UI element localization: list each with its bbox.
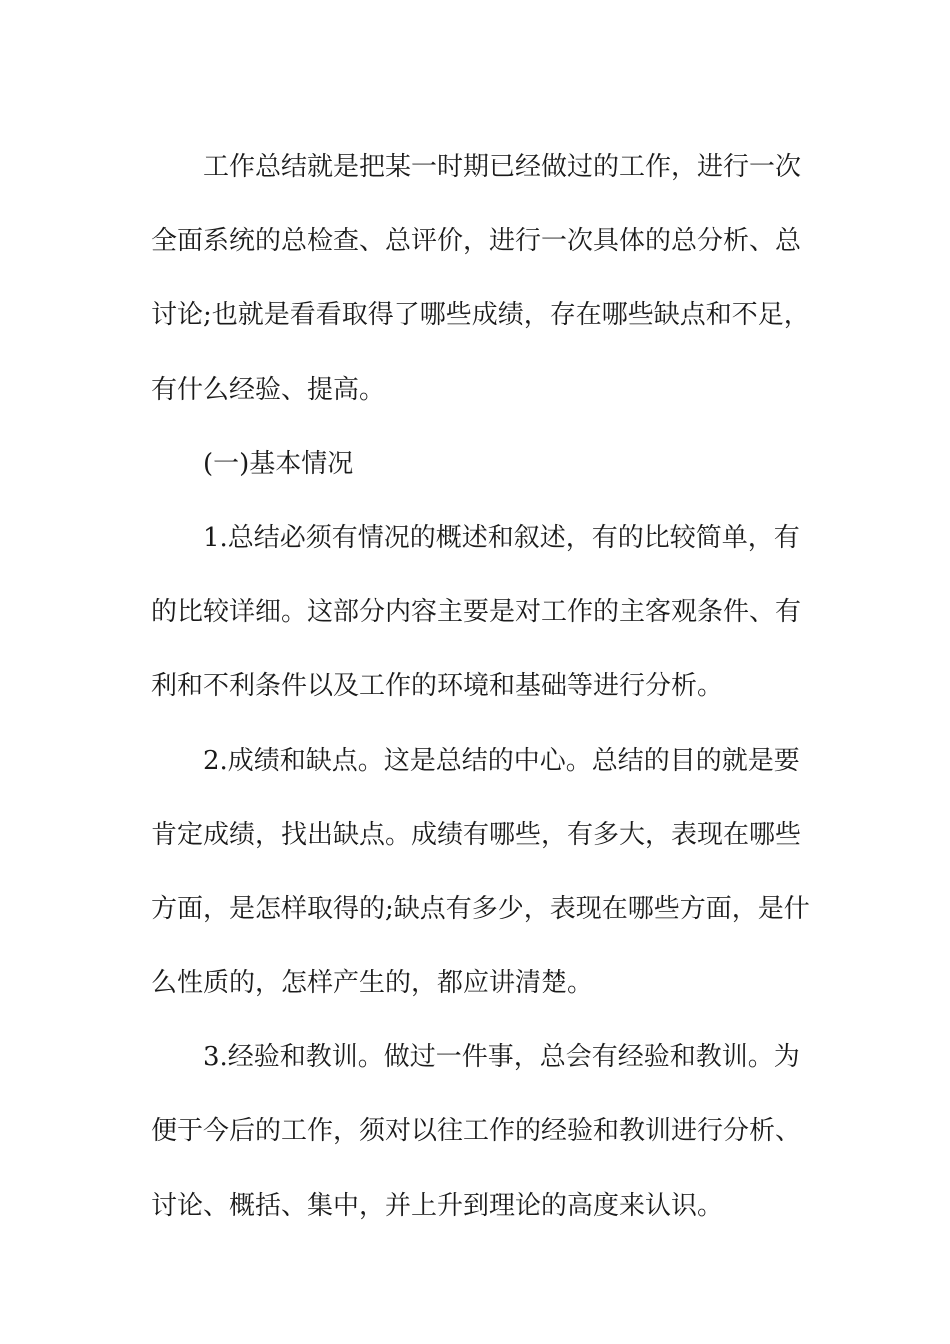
section-heading: (一)基本情况: [203, 448, 354, 479]
paragraph-line: 3.经验和教训。做过一件事，总会有经验和教训。为: [203, 1042, 800, 1073]
paragraph-line: 2.成绩和缺点。这是总结的中心。总结的目的就是要: [203, 745, 800, 776]
document-body: [151, 130, 810, 1243]
paragraph-line: 的比较详细。这部分内容主要是对工作的主客观条件、有: [151, 597, 802, 628]
paragraph-line: 肯定成绩，找出缺点。成绩有哪些，有多大，表现在哪些: [151, 819, 802, 850]
paragraph-line: 利和不利条件以及工作的环境和基础等进行分析。: [151, 671, 724, 702]
paragraph-line: 便于今后的工作，须对以往工作的经验和教训进行分析、: [151, 1116, 802, 1147]
paragraph-line: 工作总结就是把某一时期已经做过的工作，进行一次: [203, 152, 802, 182]
paragraph-line: 讨论、概括、集中，并上升到理论的高度来认识。: [151, 1190, 724, 1221]
paragraph-line: 么性质的，怎样产生的，都应讲清楚。: [151, 968, 594, 999]
paragraph-line: 1.总结必须有情况的概述和叙述，有的比较简单，有: [203, 522, 800, 553]
paragraph-line: 讨论;也就是看看取得了哪些成绩，存在哪些缺点和不足，: [151, 300, 810, 331]
paragraph-line: 全面系统的总检查、总评价，进行一次具体的总分析、总: [151, 226, 802, 257]
paragraph-line: 方面，是怎样取得的;缺点有多少，表现在哪些方面，是什: [151, 893, 810, 924]
paragraph-line: 有什么经验、提高。: [151, 374, 386, 405]
